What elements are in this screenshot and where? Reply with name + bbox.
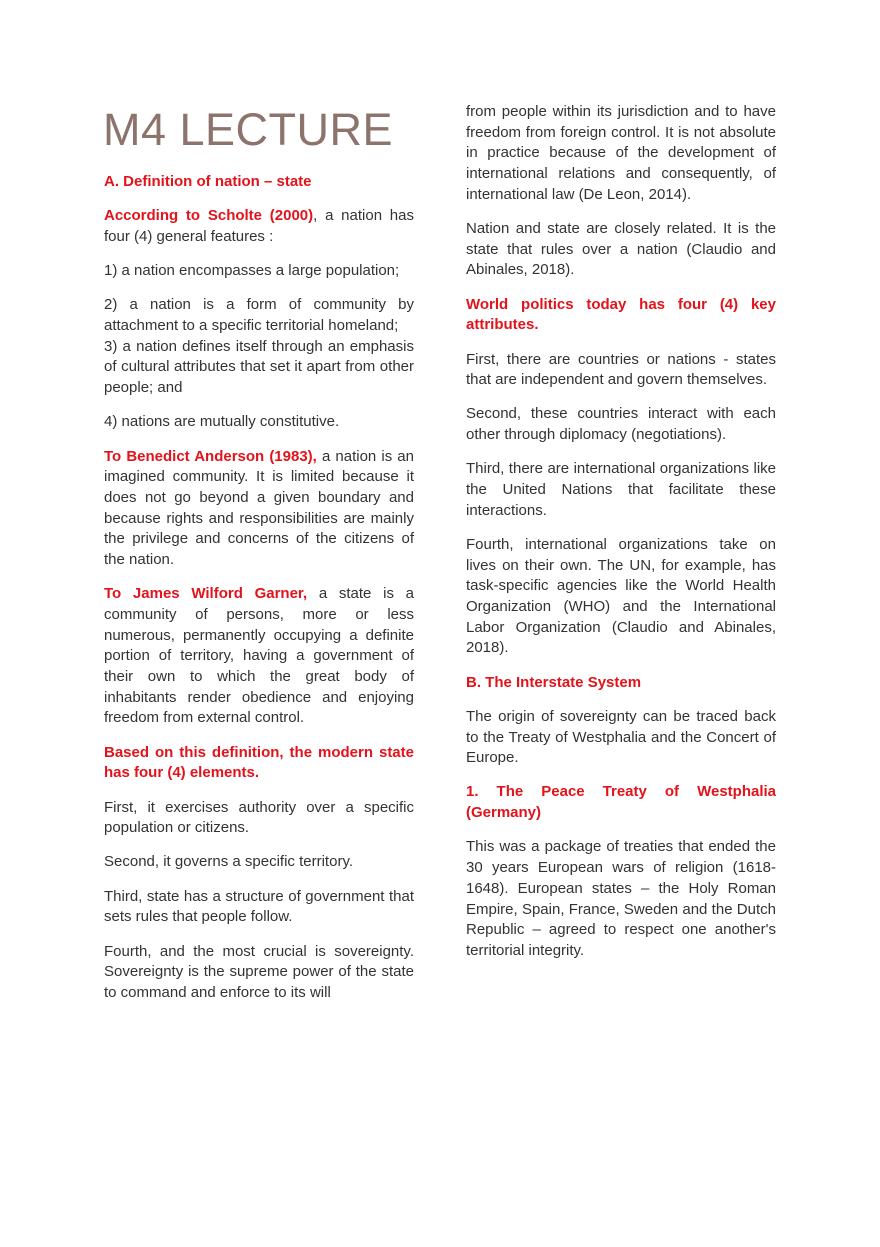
- paragraph: [104, 412, 414, 433]
- paragraph: [104, 261, 414, 282]
- paragraph: [466, 350, 776, 391]
- paragraph-text: Nation and state are closely related. It is the state that rules over a nation (Claudio and Abinales, 2018).: [466, 220, 776, 279]
- paragraph: [466, 102, 776, 206]
- highlighted-lead: B. The Interstate System: [466, 673, 642, 691]
- section-heading: [466, 673, 776, 694]
- paragraph: [104, 584, 414, 729]
- paragraph-text: Second, it governs a specific territory.: [104, 853, 353, 871]
- paragraph: [104, 447, 414, 571]
- paragraph-text: 4) nations are mutually constitutive.: [104, 413, 340, 431]
- highlighted-lead: To James Wilford Garner,: [104, 585, 308, 603]
- paragraph-text: 2) a nation is a form of community by attachment to a specific territorial homeland;: [104, 296, 414, 335]
- paragraph: [104, 337, 414, 399]
- paragraph-text: Fourth, and the most crucial is sovereignty. Sovereignty is the supreme power of the state to command and enforce to its will: [104, 942, 414, 1001]
- paragraph-text: a state is a community of persons, more or less numerous, permanently occupying a definite portion of territory, having a government of their own to which the great body of inhabitants render obedience and enjoying freedom from external control.: [104, 585, 414, 727]
- right-column: [466, 102, 776, 975]
- paragraph-text: This was a package of treaties that ended the 30 years European wars of religion (1618-1648). European states – the Holy Roman Empire, Spain, France, Sweden and the Dutch Republic – agreed to respect one another's territorial integrity.: [466, 838, 776, 959]
- section-heading: [104, 743, 414, 784]
- paragraph-text: Third, there are international organizations like the United Nations that facilitate these interactions.: [466, 460, 776, 519]
- paragraph-text: Third, state has a structure of government that sets rules that people follow.: [104, 887, 414, 926]
- paragraph-text: First, it exercises authority over a specific population or citizens.: [104, 798, 414, 837]
- paragraph: [104, 206, 414, 247]
- paragraph-text: , a nation has four (4) general features :: [104, 207, 414, 245]
- paragraph: [466, 404, 776, 445]
- highlighted-lead: According to Scholte (2000): [104, 207, 314, 225]
- paragraph: [466, 459, 776, 521]
- document-title: M4 LECTURE: [103, 104, 394, 155]
- paragraph: [104, 852, 414, 873]
- paragraph: [104, 887, 414, 928]
- paragraph-text: First, there are countries or nations - states that are independent and govern themselves.: [466, 350, 776, 389]
- paragraph-text: from people within its jurisdiction and to have freedom from foreign control. It is not absolute in practice because of the development of international relations and consequently, of international law (De Leon, 2014).: [466, 103, 776, 203]
- left-column: [104, 172, 414, 1017]
- paragraph-text: Second, these countries interact with each other through diplomacy (negotiations).: [466, 405, 776, 444]
- section-heading: [466, 782, 776, 823]
- highlighted-lead: A. Definition of nation – state: [104, 173, 312, 190]
- paragraph: [466, 535, 776, 659]
- paragraph-text: a nation is an imagined community. It is limited because it does not go beyond a given boundary and because rights and responsibilities are mainly the privilege and concerns of the citizens of the nation.: [104, 447, 414, 569]
- paragraph: [466, 707, 776, 769]
- paragraph-text: 1) a nation encompasses a large population;: [104, 262, 400, 280]
- paragraph-text: The origin of sovereignty can be traced back to the Treaty of Westphalia and the Concert of Europe.: [466, 707, 776, 767]
- highlighted-lead: To Benedict Anderson (1983),: [104, 447, 317, 465]
- paragraph: [466, 219, 776, 281]
- highlighted-lead: World politics today has four (4) key attributes.: [466, 295, 776, 334]
- highlighted-lead: Based on this definition, the modern state has four (4) elements.: [104, 743, 414, 782]
- paragraph: [104, 295, 414, 336]
- paragraph: [466, 837, 776, 961]
- paragraph: [104, 942, 414, 1004]
- section-heading: [104, 172, 414, 193]
- paragraph-text: 3) a nation defines itself through an emphasis of cultural attributes that set it apart from other people; and: [104, 337, 414, 397]
- highlighted-lead: 1. The Peace Treaty of Westphalia (Germany): [466, 783, 776, 822]
- paragraph: [104, 798, 414, 839]
- section-heading: [466, 295, 776, 336]
- paragraph-text: Fourth, international organizations take on lives on their own. The UN, for example, has task-specific agencies like the World Health Organization (WHO) and the International Labor Organization (Claudio and Abinales, 2018).: [466, 535, 776, 657]
